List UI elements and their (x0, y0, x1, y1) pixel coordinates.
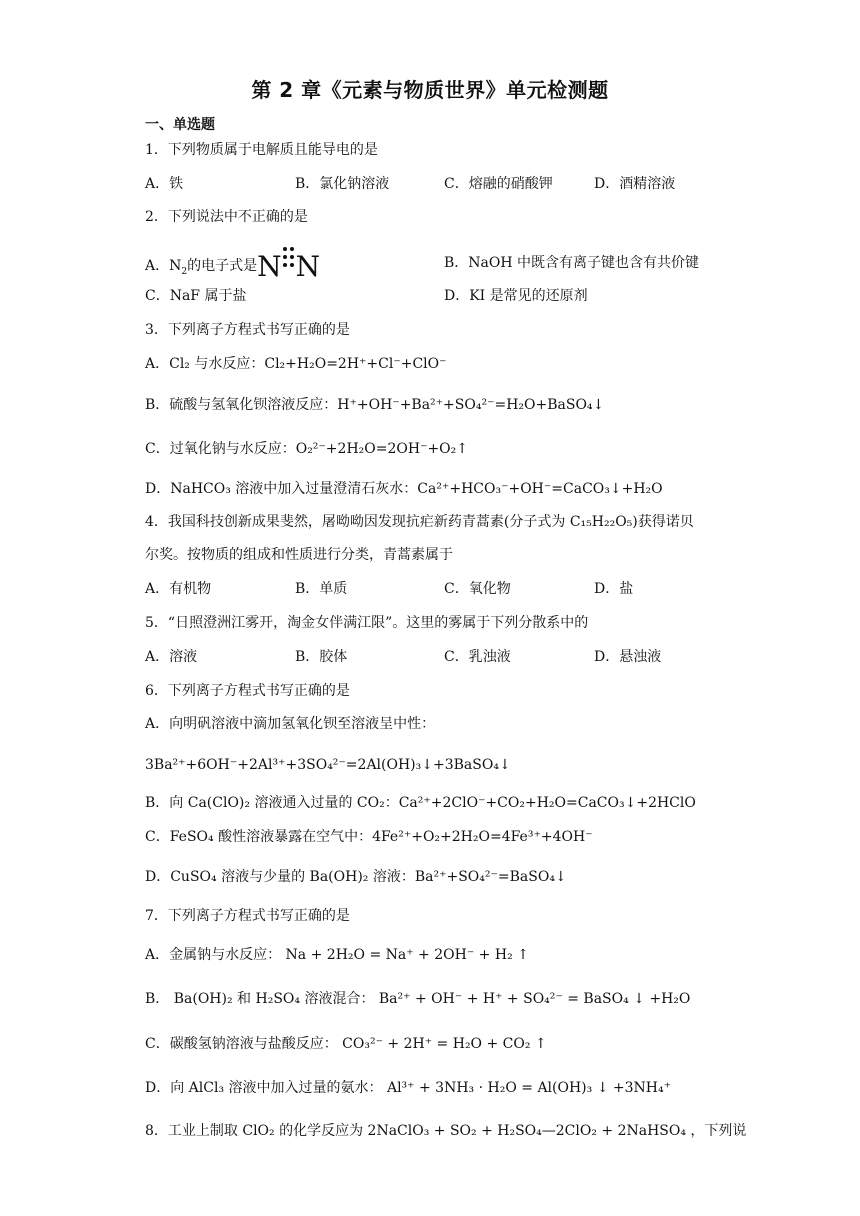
electron-pair-dots-icon (282, 246, 296, 268)
question-4-option-c: C．氧化物 (444, 581, 511, 597)
question-7-option-c: C．碳酸氢钠溶液与盐酸反应： CO₃²⁻ + 2H⁺ = H₂O + CO₂ ↑ (145, 1036, 547, 1052)
question-1-option-c: C．熔融的硝酸钾 (444, 176, 553, 192)
question-6-stem: 6．下列离子方程式书写正确的是 (145, 683, 350, 699)
question-4-option-a: A．有机物 (145, 581, 212, 597)
question-1-option-a: A．铁 (145, 176, 184, 192)
question-3-option-d: D．NaHCO₃ 溶液中加入过量澄清石灰水：Ca²⁺+HCO₃⁻+OH⁻=CaCO₃↓+H₂O (145, 481, 663, 497)
question-5-option-b: B．胶体 (295, 649, 348, 665)
question-3-option-c: C．过氧化钠与水反应：O₂²⁻+2H₂O=2OH⁻+O₂↑ (145, 441, 469, 457)
question-2-option-a-prefix: A．N (145, 258, 182, 274)
question-6-option-c: C．FeSO₄ 酸性溶液暴露在空气中：4Fe²⁺+O₂+2H₂O=4Fe³⁺+4OH⁻ (145, 829, 593, 845)
question-7-option-a: A．金属钠与水反应： Na + 2H₂O = Na⁺ + 2OH⁻ + H₂ ↑ (145, 947, 529, 963)
question-1-stem: 1．下列物质属于电解质且能导电的是 (145, 142, 378, 158)
question-7-option-d: D．向 AlCl₃ 溶液中加入过量的氨水： Al³⁺ + 3NH₃ · H₂O = Al(OH)₃ ↓ +3NH₄⁺ (145, 1080, 671, 1096)
question-5-option-a: A．溶液 (145, 649, 198, 665)
question-3-stem: 3．下列离子方程式书写正确的是 (145, 322, 350, 338)
question-1-option-d: D．酒精溶液 (594, 176, 676, 192)
question-4-option-d: D．盐 (594, 581, 634, 597)
question-2-option-a (145, 246, 320, 281)
question-2-stem: 2．下列说法中不正确的是 (145, 209, 308, 225)
question-5-option-c: C．乳浊液 (444, 649, 511, 665)
question-7-stem: 7．下列离子方程式书写正确的是 (145, 908, 350, 924)
question-8-stem: 8．工业上制取 ClO₂ 的化学反应为 2NaClO₃ + SO₂ + H₂SO₄—2ClO₂ + 2NaHSO₄ ，下列说 (145, 1123, 747, 1139)
electron-dot-atom-right: N (295, 250, 321, 283)
question-2-option-c: C．NaF 属于盐 (145, 288, 247, 304)
question-6-option-a-line-2: 3Ba²⁺+6OH⁻+2Al³⁺+3SO₄²⁻=2Al(OH)₃↓+3BaSO₄↓ (145, 757, 511, 773)
electron-dot-atom-left: N (257, 250, 282, 283)
question-6-option-d: D．CuSO₄ 溶液与少量的 Ba(OH)₂ 溶液：Ba²⁺+SO₄²⁻=BaSO₄↓ (145, 869, 567, 885)
question-2-option-b: B．NaOH 中既含有离子键也含有共价键 (444, 255, 700, 271)
question-6-option-b: B．向 Ca(ClO)₂ 溶液通入过量的 CO₂：Ca²⁺+2ClO⁻+CO₂+H₂O=CaCO₃↓+2HClO (145, 795, 696, 811)
question-2-option-d: D．KI 是常见的还原剂 (444, 288, 588, 304)
question-3-option-a: A．Cl₂ 与水反应：Cl₂+H₂O=2H⁺+Cl⁻+ClO⁻ (145, 356, 447, 372)
question-3-option-b: B．硫酸与氢氧化钡溶液反应：H⁺+OH⁻+Ba²⁺+SO₄²⁻=H₂O+BaSO₄↓ (145, 397, 605, 413)
question-5-option-d: D．悬浊液 (594, 649, 662, 665)
question-4-option-b: B．单质 (295, 581, 348, 597)
question-4-stem-line-2: 尔奖。按物质的组成和性质进行分类，青蒿素属于 (145, 547, 453, 563)
question-4-stem-line-1: 4．我国科技创新成果斐然，屠呦呦因发现抗疟新药青蒿素(分子式为 C₁₅H₂₂O₅)获得诺贝 (145, 514, 694, 530)
page-title: 第 2 章《元素与物质世界》单元检测题 (251, 78, 609, 102)
question-7-option-b: B． Ba(OH)₂ 和 H₂SO₄ 溶液混合： Ba²⁺ + OH⁻ + H⁺ + SO₄²⁻ = BaSO₄ ↓ +H₂O (145, 991, 691, 1007)
question-1-option-b: B．氯化钠溶液 (295, 176, 390, 192)
question-6-option-a-line-1: A．向明矾溶液中滴加氢氧化钡至溶液呈中性： (145, 716, 436, 732)
section-heading: 一、单选题 (145, 117, 215, 133)
question-2-option-a-text: 的电子式是 (187, 258, 258, 274)
question-5-stem: 5．“日照澄洲江雾开，淘金女伴满江限”。这里的雾属于下列分散系中的 (145, 615, 589, 631)
question-2-option-a-sub: 2 (181, 266, 188, 277)
